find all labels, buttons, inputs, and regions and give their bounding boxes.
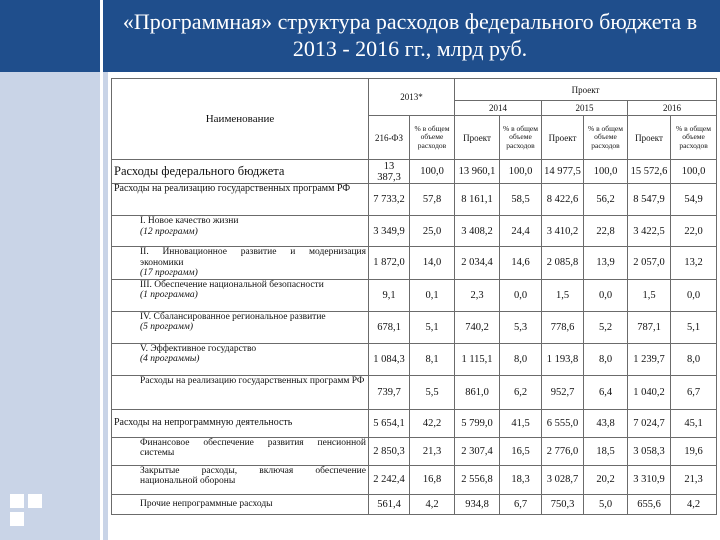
row-note: (5 программ)	[140, 322, 194, 332]
value-2013: 1 084,3	[369, 343, 410, 375]
value-2013: 2 242,4	[369, 465, 410, 494]
table-row	[112, 160, 717, 184]
pct-2013: 100,0	[410, 160, 455, 184]
value-2015: 3 410,2	[542, 216, 584, 247]
row-name: Расходы федерального бюджета	[112, 160, 369, 184]
value-2016: 2 057,0	[628, 247, 671, 280]
pct-2014: 58,5	[500, 184, 542, 216]
value-2016: 1,5	[628, 279, 671, 311]
row-title: I. Новое качество жизни	[140, 216, 239, 226]
pct-subheader-2015: % в общем объеме расходов	[584, 116, 628, 160]
table-row	[112, 494, 717, 514]
value-2015: 750,3	[542, 494, 584, 514]
pct-2013: 0,1	[410, 279, 455, 311]
year-2016-header: 2016	[628, 101, 717, 116]
year-2014-header: 2014	[455, 101, 542, 116]
pct-2016: 8,0	[671, 343, 717, 375]
pct-subheader-2016: % в общем объеме расходов	[671, 116, 717, 160]
logo-squares-icon	[10, 494, 46, 530]
value-2014: 740,2	[455, 311, 500, 343]
pct-subheader-2014: % в общем объеме расходов	[500, 116, 542, 160]
name-header-text: Наименование	[205, 113, 275, 125]
pct-2014: 18,3	[500, 465, 542, 494]
value-2014: 2,3	[455, 279, 500, 311]
value-2015: 2 776,0	[542, 437, 584, 465]
row-name	[112, 311, 369, 343]
table-row	[112, 184, 717, 216]
pct-2013: 25,0	[410, 216, 455, 247]
pct-2016: 13,2	[671, 247, 717, 280]
value-2016: 1 040,2	[628, 375, 671, 409]
table-row	[112, 375, 717, 409]
value-2015: 2 085,8	[542, 247, 584, 280]
slide-header	[0, 0, 720, 72]
pct-2013: 57,8	[410, 184, 455, 216]
table-row	[112, 247, 717, 280]
pct-2015: 6,4	[584, 375, 628, 409]
header-divider	[100, 0, 103, 72]
pct-2014: 8,0	[500, 343, 542, 375]
value-2014: 2 034,4	[455, 247, 500, 280]
value-2014: 934,8	[455, 494, 500, 514]
value-2016: 3 310,9	[628, 465, 671, 494]
year-2015-header: 2015	[542, 101, 628, 116]
pct-2013: 14,0	[410, 247, 455, 280]
value-2015: 778,6	[542, 311, 584, 343]
pct-2014: 6,2	[500, 375, 542, 409]
pct-2016: 21,3	[671, 465, 717, 494]
pct-2014: 5,3	[500, 311, 542, 343]
table-row	[112, 279, 717, 311]
table-row	[112, 409, 717, 437]
pct-2014: 0,0	[500, 279, 542, 311]
table-row	[112, 465, 717, 494]
pct-2014: 14,6	[500, 247, 542, 280]
row-name	[112, 279, 369, 311]
value-2014: 3 408,2	[455, 216, 500, 247]
pct-2013: 16,8	[410, 465, 455, 494]
pct-2016: 22,0	[671, 216, 717, 247]
row-note: (1 программа)	[140, 290, 198, 300]
value-2013: 561,4	[369, 494, 410, 514]
pct-2014: 100,0	[500, 160, 542, 184]
pct-2014: 6,7	[500, 494, 542, 514]
value-2016: 655,6	[628, 494, 671, 514]
value-2016: 787,1	[628, 311, 671, 343]
pct-subheader-2013: % в общем объеме расходов	[410, 116, 455, 160]
pct-2013: 5,1	[410, 311, 455, 343]
pct-2015: 13,9	[584, 247, 628, 280]
value-2016: 1 239,7	[628, 343, 671, 375]
value-2015: 3 028,7	[542, 465, 584, 494]
value-2016: 3 058,3	[628, 437, 671, 465]
value-2014: 2 556,8	[455, 465, 500, 494]
value-2013: 7 733,2	[369, 184, 410, 216]
project-subheader-2016: Проект	[628, 116, 671, 160]
value-2016: 15 572,6	[628, 160, 671, 184]
value-2016: 3 422,5	[628, 216, 671, 247]
project-subheader-2015: Проект	[542, 116, 584, 160]
row-name: Расходы на непрограммную деятельность	[112, 409, 369, 437]
pct-2014: 41,5	[500, 409, 542, 437]
pct-2014: 24,4	[500, 216, 542, 247]
value-2014: 5 799,0	[455, 409, 500, 437]
pct-2016: 45,1	[671, 409, 717, 437]
pct-2015: 0,0	[584, 279, 628, 311]
value-2015: 14 977,5	[542, 160, 584, 184]
value-2016: 8 547,9	[628, 184, 671, 216]
pct-2015: 43,8	[584, 409, 628, 437]
pct-2015: 18,5	[584, 437, 628, 465]
value-2013: 5 654,1	[369, 409, 410, 437]
row-title: IV. Сбалансированное региональное развитие	[140, 311, 326, 322]
pct-2016: 6,7	[671, 375, 717, 409]
pct-2015: 20,2	[584, 465, 628, 494]
value-2015: 1,5	[542, 279, 584, 311]
pct-2013: 5,5	[410, 375, 455, 409]
pct-2016: 19,6	[671, 437, 717, 465]
value-2015: 8 422,6	[542, 184, 584, 216]
value-2013: 9,1	[369, 279, 410, 311]
value-2015: 6 555,0	[542, 409, 584, 437]
row-note: (12 программ)	[140, 226, 198, 237]
table-row	[112, 216, 717, 247]
budget-table	[111, 78, 717, 515]
row-name	[112, 247, 369, 280]
row-name: Финансовое обеспечение развития пенсионной системы	[112, 437, 369, 465]
pct-2015: 5,0	[584, 494, 628, 514]
value-2015: 952,7	[542, 375, 584, 409]
pct-2014: 16,5	[500, 437, 542, 465]
row-title: III. Обеспечение национальной безопасности	[140, 279, 324, 290]
pct-2013: 42,2	[410, 409, 455, 437]
project-header: Проект	[455, 79, 717, 101]
vertical-divider	[100, 72, 103, 540]
table-row	[112, 311, 717, 343]
value-2014: 2 307,4	[455, 437, 500, 465]
pct-2015: 22,8	[584, 216, 628, 247]
pct-2013: 4,2	[410, 494, 455, 514]
value-2013: 1 872,0	[369, 247, 410, 280]
left-decorative-panel	[0, 72, 108, 540]
row-name: Расходы на реализацию государственных программ РФ	[112, 184, 369, 216]
pct-2015: 56,2	[584, 184, 628, 216]
value-2013: 739,7	[369, 375, 410, 409]
value-2014: 8 161,1	[455, 184, 500, 216]
value-2013: 3 349,9	[369, 216, 410, 247]
pct-2016: 0,0	[671, 279, 717, 311]
pct-2016: 5,1	[671, 311, 717, 343]
row-name	[112, 216, 369, 247]
value-2016: 7 024,7	[628, 409, 671, 437]
row-note: (17 программ)	[140, 268, 198, 278]
pct-2016: 4,2	[671, 494, 717, 514]
row-name: Закрытые расходы, включая обеспечение национальной обороны	[112, 465, 369, 494]
year-2013-header: 2013*	[369, 79, 455, 116]
pct-2013: 8,1	[410, 343, 455, 375]
row-title: V. Эффективное государство	[140, 343, 257, 354]
value-2014: 861,0	[455, 375, 500, 409]
value-2014: 1 115,1	[455, 343, 500, 375]
law-subheader: 216-ФЗ	[369, 116, 410, 160]
row-name	[112, 343, 369, 375]
row-title: II. Инновационное развитие и модернизация экономики	[140, 247, 366, 268]
pct-2013: 21,3	[410, 437, 455, 465]
row-name: Расходы на реализацию государственных программ РФ	[112, 375, 369, 409]
pct-2015: 100,0	[584, 160, 628, 184]
value-2013: 13 387,3	[369, 160, 410, 184]
project-subheader-2014: Проект	[455, 116, 500, 160]
name-column-header	[112, 79, 369, 160]
value-2014: 13 960,1	[455, 160, 500, 184]
value-2015: 1 193,8	[542, 343, 584, 375]
slide-title: «Программная» структура расходов федерального бюджета в 2013 - 2016 гг., млрд руб.	[122, 9, 698, 61]
pct-2015: 5,2	[584, 311, 628, 343]
row-name: Прочие непрограммные расходы	[112, 494, 369, 514]
row-note: (4 программы)	[140, 354, 200, 364]
table-row	[112, 343, 717, 375]
table-row	[112, 437, 717, 465]
pct-2016: 54,9	[671, 184, 717, 216]
value-2013: 2 850,3	[369, 437, 410, 465]
pct-2016: 100,0	[671, 160, 717, 184]
pct-2015: 8,0	[584, 343, 628, 375]
value-2013: 678,1	[369, 311, 410, 343]
